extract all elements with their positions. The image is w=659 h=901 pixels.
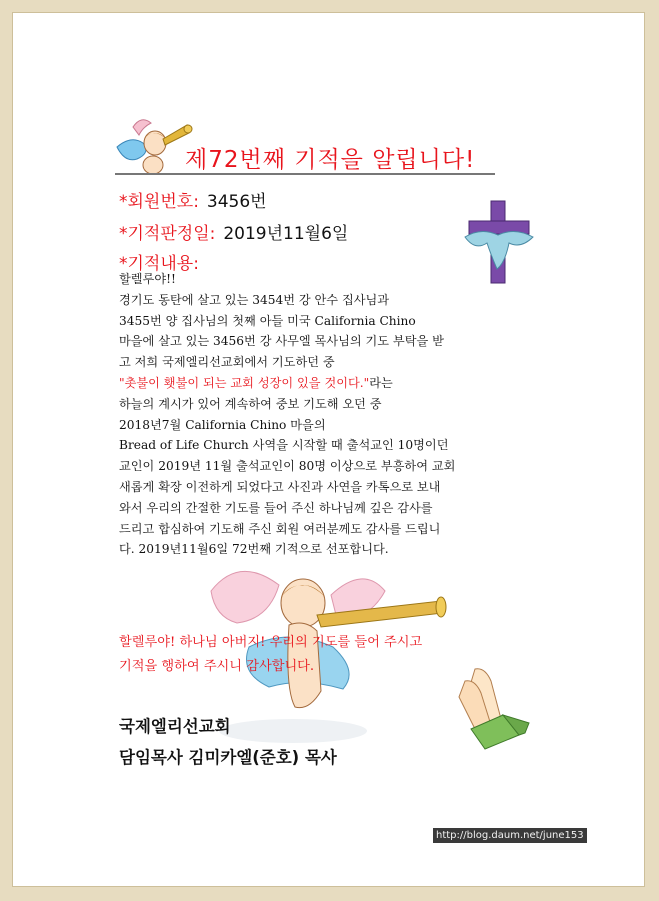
revelation-quote: "촛불이 횃불이 되는 교회 성장이 있을 것이다.": [119, 375, 370, 390]
miracle-body: [119, 269, 549, 560]
body-line: 고 저희 국제엘리선교회에서 기도하던 중: [119, 355, 335, 370]
body-line: 교인이 2019년 11월 출석교인이 80명 이상으로 부흥하여 교회: [119, 459, 456, 474]
closing-line: 기적을 행하여 주시니 감사합니다.: [119, 659, 315, 674]
closing-line: 할렐루야! 하나님 아버지! 우리의 기도를 들어 주시고: [119, 635, 423, 650]
body-line: 새롭게 확장 이전하게 되었다고 사진과 사연을 카톡으로 보내: [119, 479, 441, 494]
pastor-name: 담임목사 김미카엘(준호) 목사: [119, 748, 337, 767]
body-line: 경기도 동탄에 살고 있는 3454번 강 안수 집사님과: [119, 292, 390, 307]
member-number-field: [119, 187, 267, 212]
body-line: 할렐루야!!: [119, 272, 176, 286]
page-title: 제72번째 기적을 알립니다!: [185, 147, 476, 173]
miracle-date-value: 2019년11월6일: [223, 224, 349, 244]
closing-prayer: [119, 631, 422, 679]
title-underline: [115, 173, 495, 175]
body-line: 하늘의 계시가 있어 계속하여 중보 기도해 오던 중: [119, 396, 382, 411]
miracle-date-label: *기적판정일:: [119, 224, 216, 244]
body-line: 와서 우리의 간절한 기도를 들어 주신 하나님께 깊은 감사를: [119, 500, 433, 515]
member-number-value: 3456번: [206, 192, 267, 212]
body-line-quote: [119, 373, 549, 394]
body-line: 마을에 살고 있는 3456번 강 사무엘 목사님의 기도 부탁을 받: [119, 334, 444, 349]
member-number-label: *회원번호:: [119, 192, 199, 212]
quote-suffix: 라는: [369, 375, 393, 390]
body-line: 다. 2019년11월6일 72번째 기적으로 선포합니다.: [119, 542, 389, 557]
body-line: 3455번 양 집사님의 첫째 아들 미국 California Chino: [119, 313, 416, 328]
org-name: 국제엘리선교회: [119, 717, 231, 736]
document-paper: [12, 12, 645, 887]
miracle-content-label: *기적내용:: [119, 254, 199, 274]
praying-hands-icon: [445, 663, 531, 755]
body-line: 2018년7월 California Chino 마을의: [119, 417, 326, 432]
miracle-date-field: [119, 219, 348, 244]
blog-url-watermark: http://blog.daum.net/june153: [433, 828, 587, 843]
body-line: 드리고 합심하여 기도해 주신 회원 여러분께도 감사를 드립니: [119, 521, 441, 536]
signature: [119, 711, 337, 773]
body-line: Bread of Life Church 사역을 시작할 때 출석교인 10명이던: [119, 438, 449, 453]
